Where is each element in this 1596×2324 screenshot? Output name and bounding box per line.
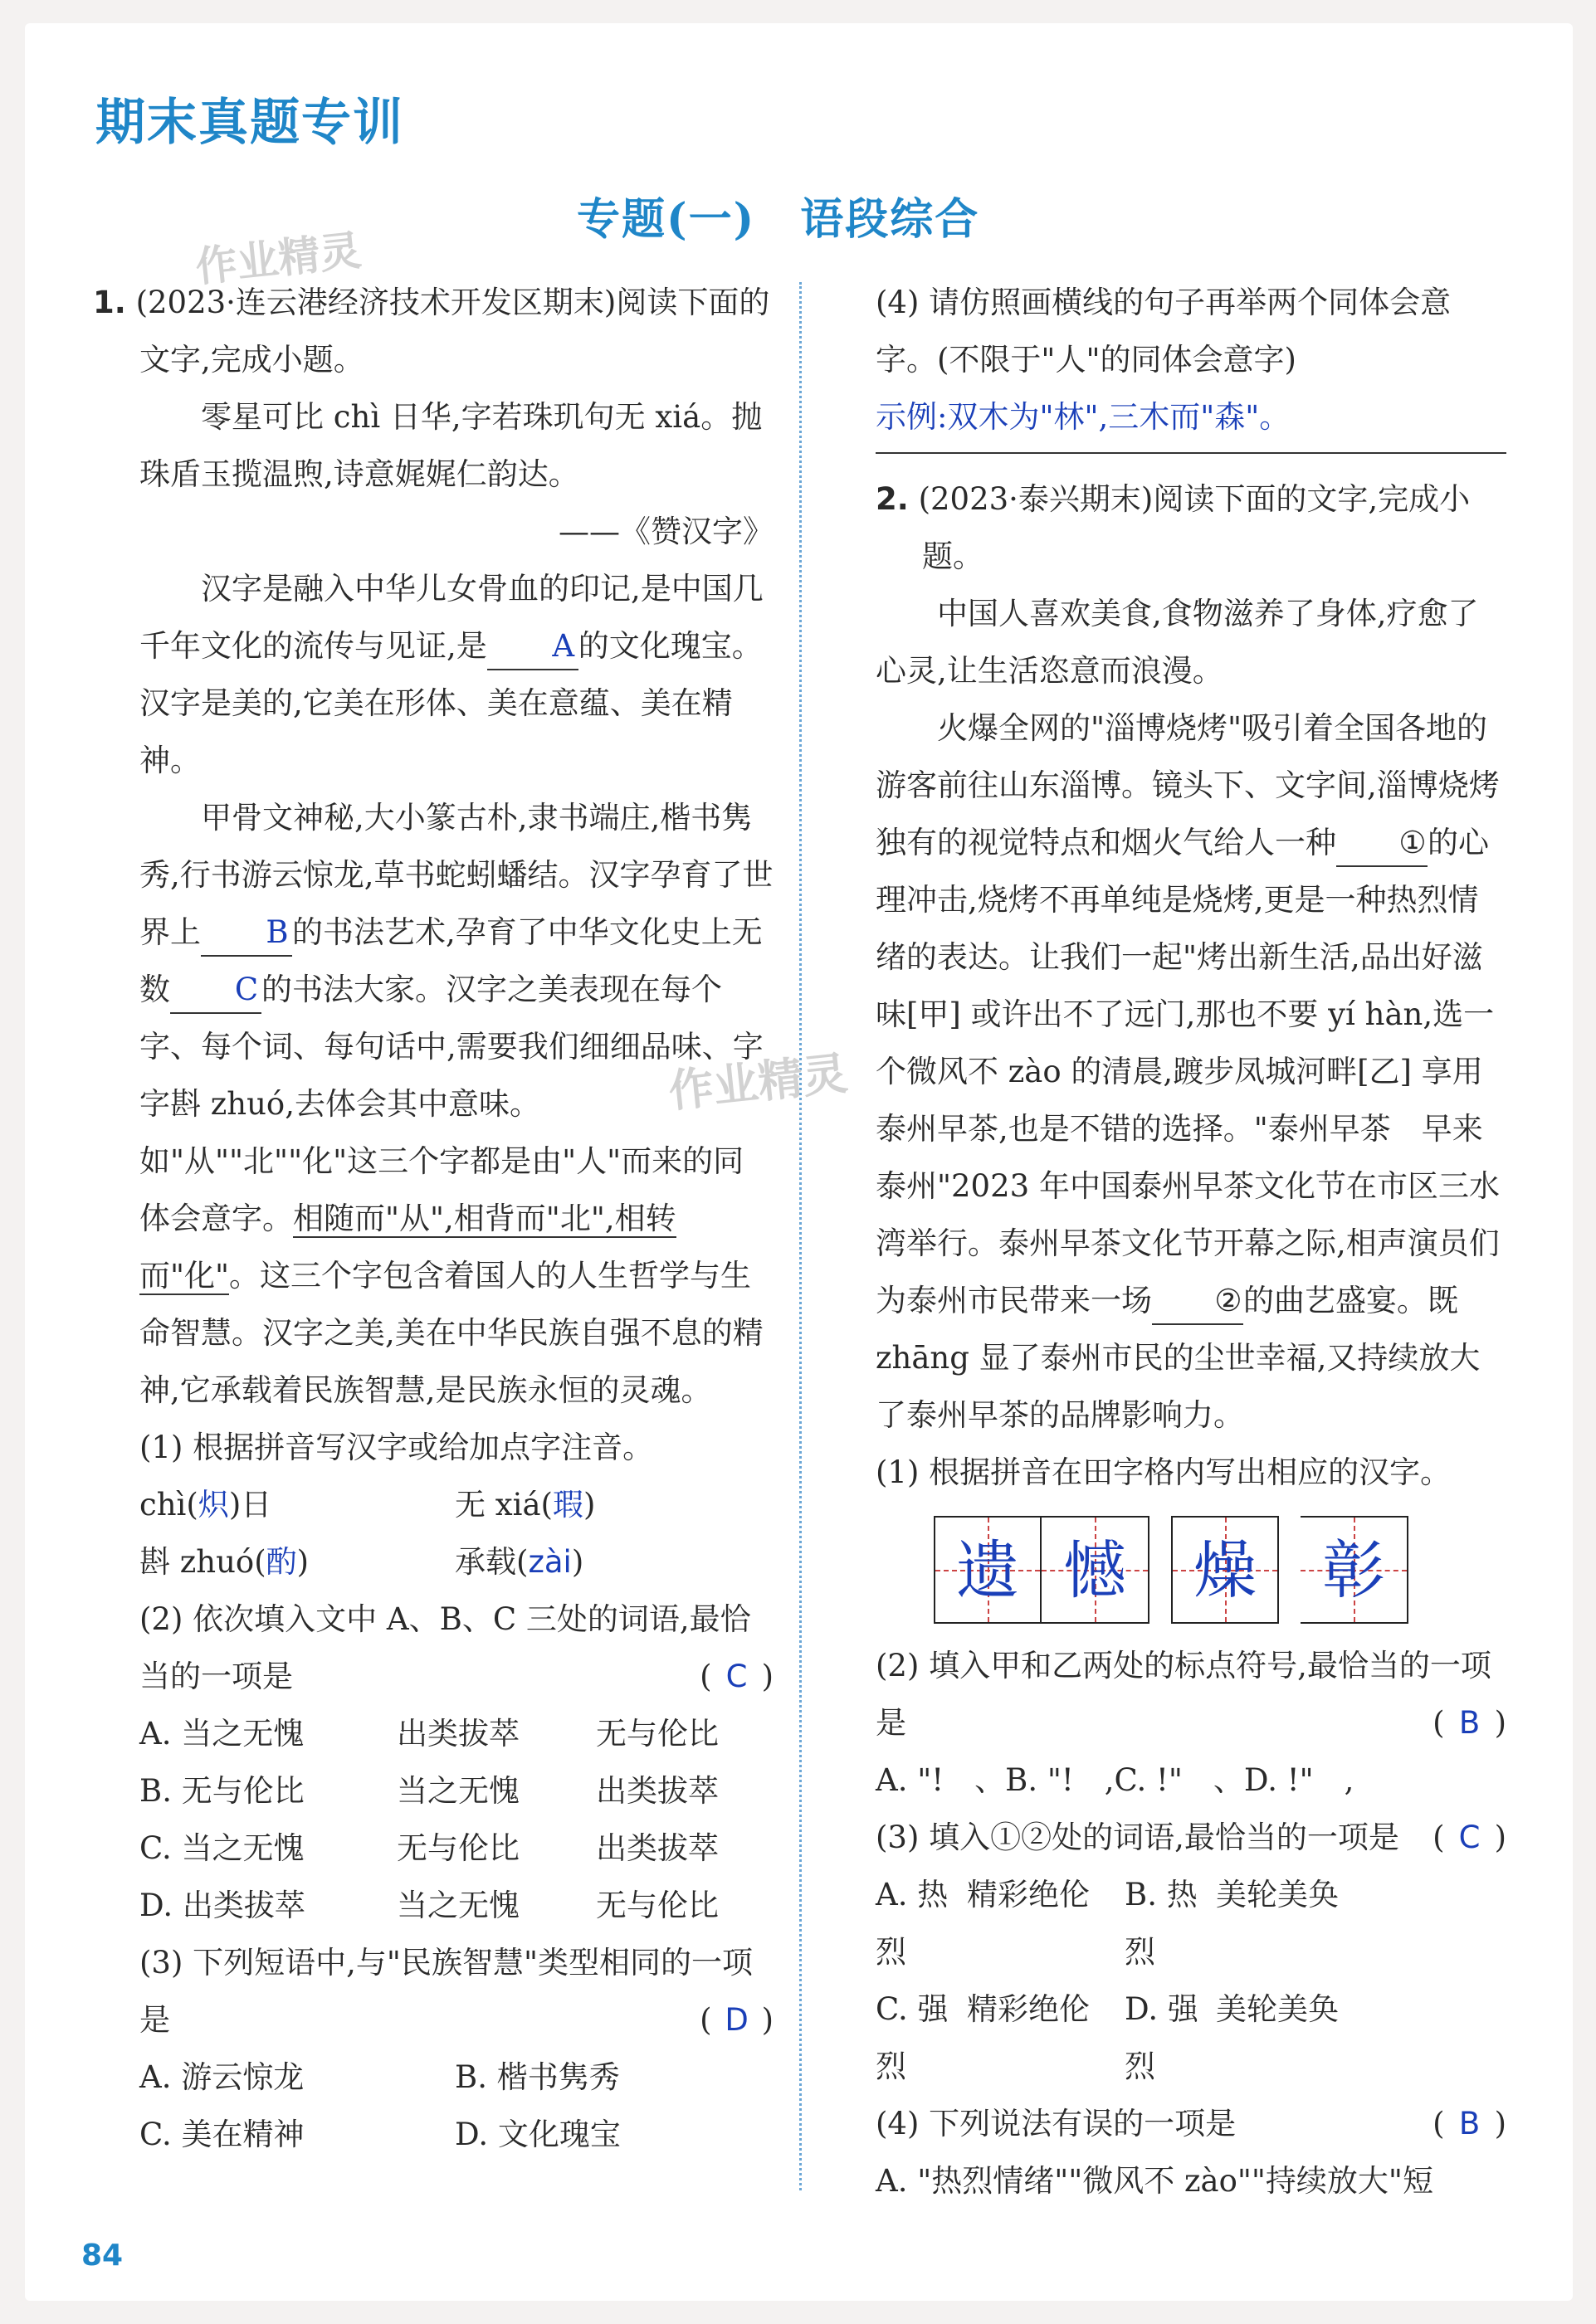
q1-paragraph-2: 甲骨文神秘,大小篆古朴,隶书端庄,楷书隽秀,行书游云惊龙,草书蛇蚓蟠结。汉字孕育了世界上 B 的书法艺术,孕育了中华文化史上无数 C 的书法大家。汉字之美表现在每个字、每个词、每句话中,需要我们细细品味、字字斟 zhuó,去体会其中意味。如"从""北""化"这三个字都是由"人"而来的同体会意字。相随而"从",相背而"北",相转而"化"。这三个字包含着国人的人生哲学与生命智慧。汉字之美,美在中华民族自强不息的精神,它承载着民族智慧,是民族永恒的灵魂。 xyxy=(139,800,774,1408)
answer-item[interactable]: 无 xiá(瑕) xyxy=(455,1487,596,1523)
tian-grid-group xyxy=(934,1516,1506,1624)
q2-paragraph-2: 火爆全网的"淄博烧烤"吸引着全国各地的游客前往山东淄博。镜头下、文字间,淄博烧烤独有的视觉特点和烟火气给人一种 ①的心理冲击,烧烤不再单纯是烧烤,更是一种热烈情绪的表达。让我们一起"烤出新生活,品出好滋味[甲] 或许出不了远门,那也不要 yí hàn,选一个微风不 zào 的清晨,踱步凤城河畔[乙] 享用泰州早茶,也是不错的选择。"泰州早茶 早来泰州"2023 年中国泰州早茶文化节在市区三水湾举行。泰州早茶文化节开幕之际,相声演员们为泰州市民带来一场 ②的曲艺盛宴。既 zhāng 显了泰州市民的尘世幸福,又持续放大了泰州早茶的品牌影响力。 xyxy=(876,710,1500,1433)
tian-grid-cell[interactable]: 遗 xyxy=(934,1516,1042,1624)
q1-sub4-answer[interactable]: 示例:双木为"林",三木而"森"。 xyxy=(876,388,1506,454)
q1-poem: 零星可比 chì 日华,字若珠玑句无 xiá。抛珠盾玉揽温煦,诗意娓娓仁韵达。 xyxy=(139,399,763,492)
q2-sub2-title: (2) 填入甲和乙两处的标点符号,最恰当的一项是 ( B ) xyxy=(876,1637,1506,1752)
q2-sub2-options: A. "! 、B. "! ,C. !" 、D. !" , xyxy=(876,1762,1354,1798)
q1-sub3-answer[interactable]: D xyxy=(725,2002,749,2038)
answer-item[interactable]: 斟 zhuó(酌) xyxy=(139,1544,310,1580)
right-column xyxy=(876,274,1506,2210)
q1-sub4-title: (4) 请仿照画横线的句子再举两个同体会意字。(不限于"人"的同体会意字) xyxy=(876,285,1452,378)
q1-paragraph-1: 汉字是融入中华儿女骨血的印记,是中国几千年文化的流传与见证,是 A 的文化瑰宝。汉字是美的,它美在形体、美在意蕴、美在精神。 xyxy=(139,571,764,778)
blank-2[interactable]: ② xyxy=(1152,1279,1243,1325)
watermark: 作业精灵 xyxy=(193,226,364,292)
answer-paren: ( C ) xyxy=(1432,1809,1506,1866)
q1-sub3-options: A. 游云惊龙 B. 楷书隽秀 C. 美在精神 D. 文化瑰宝 xyxy=(139,2059,621,2152)
q2-sub2-answer[interactable]: B xyxy=(1458,1705,1481,1741)
blank-1[interactable]: ① xyxy=(1336,821,1428,867)
answer-paren: ( D ) xyxy=(700,1991,774,2049)
q2-sub3-options: A. 热烈 精彩绝伦 B. 热烈 美轮美奂 C. 强烈 精彩绝伦 D. 强烈 美轮美奂 xyxy=(876,1877,1339,2084)
tian-grid-cell[interactable]: 憾 xyxy=(1042,1516,1149,1624)
q1-sub2-title: (2) 依次填入文中 A、B、C 三处的词语,最恰当的一项是 ( C ) xyxy=(93,1591,774,1705)
q1-intro: 1. (2023·连云港经济技术开发区期末)阅读下面的文字,完成小题。 xyxy=(93,285,770,378)
q2-sub3-title: (3) 填入①②处的词语,最恰当的一项是 ( C ) xyxy=(876,1809,1506,1866)
answer-item[interactable]: 承载(zài) xyxy=(455,1544,584,1580)
q2-sub1-title: (1) 根据拼音在田字格内写出相应的汉字。 xyxy=(876,1454,1452,1490)
watermark: 作业精灵 xyxy=(666,1046,851,1118)
q2-intro: 2. (2023·泰兴期末)阅读下面的文字,完成小题。 xyxy=(876,481,1471,574)
q2-sub4-option-a: A. "热烈情绪""微风不 zào""持续放大"短 xyxy=(876,2163,1433,2199)
blank-b[interactable]: B xyxy=(201,910,292,957)
q1-poem-source: ——《赞汉字》 xyxy=(559,514,774,549)
q1-sub3-title: (3) 下列短语中,与"民族智慧"类型相同的一项是 ( D ) xyxy=(93,1934,774,2049)
q1-sub2-options: A. 当之无愧 出类拔萃 无与伦比 B. 无与伦比 当之无愧 出类拔萃 C. 当之无愧 无与伦比 出类拔萃 D. 出类拔萃 当之无愧 无与伦比 xyxy=(139,1716,719,1923)
page-number: 84 xyxy=(81,2239,124,2273)
q1-sub1-answers xyxy=(93,1476,774,1591)
tian-grid-cell[interactable]: 燥 xyxy=(1171,1516,1279,1624)
answer-paren: ( B ) xyxy=(1432,2095,1506,2152)
q1-number: 1. xyxy=(93,285,126,320)
q1-sub1-title: (1) 根据拼音写汉字或给加点字注音。 xyxy=(139,1430,654,1465)
q2-number: 2. xyxy=(876,481,909,517)
section-title: 专题(一) 语段综合 xyxy=(577,194,980,245)
answer-paren: ( B ) xyxy=(1432,1694,1506,1752)
q2-sub4-answer[interactable]: B xyxy=(1458,2106,1481,2141)
blank-a[interactable]: A xyxy=(487,624,578,670)
answer-paren: ( C ) xyxy=(700,1648,774,1705)
blank-c[interactable]: C xyxy=(170,967,261,1014)
q1-sub2-answer[interactable]: C xyxy=(725,1659,748,1694)
tian-grid-cell[interactable]: 彰 xyxy=(1301,1516,1408,1624)
q2-sub3-answer[interactable]: C xyxy=(1458,1820,1481,1855)
column-divider xyxy=(799,282,802,2190)
q2-paragraph-1: 中国人喜欢美食,食物滋养了身体,疗愈了心灵,让生活恣意而浪漫。 xyxy=(876,596,1479,689)
question-1 xyxy=(93,274,774,2163)
q2-sub4-title: (4) 下列说法有误的一项是 ( B ) xyxy=(876,2095,1506,2152)
answer-item[interactable]: chì(炽)日 xyxy=(139,1487,272,1523)
chapter-title: 期末真题专训 xyxy=(95,94,404,152)
underlined-sentence: 相随而"从",相背而"北",相转而"化" xyxy=(139,1201,676,1294)
